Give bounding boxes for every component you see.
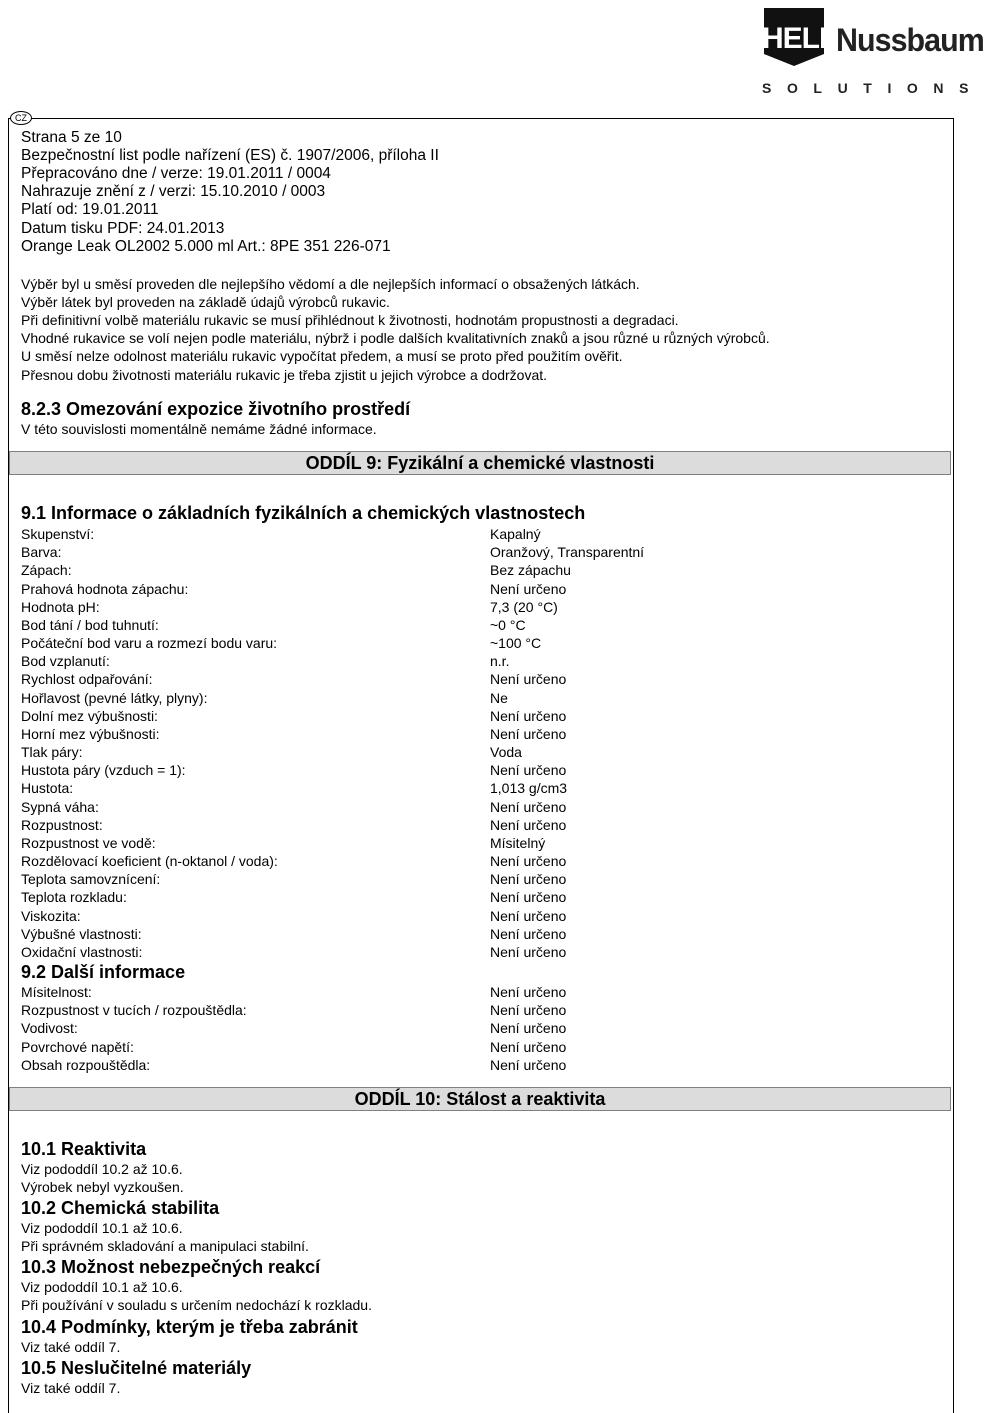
hella-logo-text: HELLA bbox=[762, 22, 857, 55]
property-row bbox=[21, 616, 921, 634]
property-value: Není určeno bbox=[490, 925, 567, 942]
section-9-bar: ODDÍL 9: Fyzikální a chemické vlastnosti bbox=[9, 451, 951, 475]
property-value: ~100 °C bbox=[490, 635, 542, 652]
property-value: Oranžový, Transparentní bbox=[490, 544, 645, 561]
property-name: Horní mez výbušnosti: bbox=[21, 725, 160, 742]
subsection-title: 10.1 Reaktivita bbox=[21, 1139, 147, 1159]
property-name: Oxidační vlastnosti: bbox=[21, 943, 143, 960]
property-row bbox=[21, 907, 921, 925]
property-row bbox=[21, 1056, 921, 1074]
property-name: Teplota samovznícení: bbox=[21, 871, 161, 888]
subsection-text: Viz pododdíl 10.1 až 10.6. bbox=[21, 1220, 183, 1236]
property-row bbox=[21, 834, 921, 852]
subsection-text: Při používání v souladu s určením nedochází k rozkladu. bbox=[21, 1297, 372, 1313]
header-line: Orange Leak OL2002 5.000 ml Art.: 8PE 351 226-071 bbox=[21, 237, 391, 255]
property-name: Dolní mez výbušnosti: bbox=[21, 707, 158, 724]
property-name: Bod tání / bod tuhnutí: bbox=[21, 616, 159, 633]
subsection-title: 10.5 Neslučitelné materiály bbox=[21, 1358, 252, 1378]
property-name: Mísitelnost: bbox=[21, 984, 92, 1000]
property-value: n.r. bbox=[490, 653, 510, 670]
property-value: Bez zápachu bbox=[490, 562, 571, 579]
property-value: Není určeno bbox=[490, 816, 567, 833]
property-row bbox=[21, 689, 921, 707]
property-name: Rozpustnost ve vodě: bbox=[21, 834, 156, 851]
property-row bbox=[21, 798, 921, 816]
subsection-text: Výrobek nebyl vyzkoušen. bbox=[21, 1179, 184, 1195]
property-name: Sypná váha: bbox=[21, 798, 99, 815]
property-value: Není určeno bbox=[490, 725, 567, 742]
note-line: Výběr látek byl proveden na základě údajů výrobců rukavic. bbox=[21, 294, 390, 311]
header-line: Bezpečnostní list podle nařízení (ES) č. 1907/2006, příloha II bbox=[21, 147, 439, 165]
subsection-text: Při správném skladování a manipulaci stabilní. bbox=[21, 1238, 309, 1254]
property-name: Zápach: bbox=[21, 562, 72, 579]
header-line: Přepracováno dne / verze: 19.01.2011 / 0004 bbox=[21, 165, 331, 183]
section-9-1-title: 9.1 Informace o základních fyzikálních a chemických vlastnostech bbox=[21, 503, 586, 523]
property-name: Počáteční bod varu a rozmezí bodu varu: bbox=[21, 635, 278, 652]
section-8-2-3-text: V této souvislosti momentálně nemáme žádné informace. bbox=[21, 421, 377, 437]
property-name: Tlak páry: bbox=[21, 744, 83, 761]
note-line: Při definitivní volbě materiálu rukavic se musí přihlédnout k životnosti, hodnotám propustnosti a degradaci. bbox=[21, 312, 679, 329]
property-name: Výbušné vlastnosti: bbox=[21, 925, 142, 942]
property-name: Rozdělovací koeficient (n-oktanol / voda): bbox=[21, 853, 278, 870]
property-value: Není určeno bbox=[490, 907, 567, 924]
header-line: Datum tisku PDF: 24.01.2013 bbox=[21, 219, 225, 237]
property-name: Hořlavost (pevné látky, plyny): bbox=[21, 689, 208, 706]
property-value: Není určeno bbox=[490, 798, 567, 815]
property-row bbox=[21, 743, 921, 761]
property-value: Není určeno bbox=[490, 943, 567, 960]
property-name: Rozpustnost: bbox=[21, 816, 103, 833]
property-row bbox=[21, 652, 921, 670]
property-row bbox=[21, 943, 921, 961]
property-row bbox=[21, 543, 921, 561]
property-name: Teplota rozkladu: bbox=[21, 889, 127, 906]
property-name: Viskozita: bbox=[21, 907, 81, 924]
property-name: Hustota: bbox=[21, 780, 74, 797]
property-name: Obsah rozpouštědla: bbox=[21, 1056, 151, 1073]
property-row bbox=[21, 779, 921, 797]
property-name: Skupenství: bbox=[21, 526, 95, 542]
property-row bbox=[21, 670, 921, 688]
note-line: Vhodné rukavice se volí nejen podle materiálu, nýbrž i podle dalších kvalitativních znaků a jsou různé u různých výrobců. bbox=[21, 330, 770, 347]
header-line: Nahrazuje znění z / verzi: 15.10.2010 / 0003 bbox=[21, 183, 326, 201]
property-row bbox=[21, 1019, 921, 1037]
property-row bbox=[21, 1001, 921, 1019]
property-name: Barva: bbox=[21, 544, 62, 561]
property-row bbox=[21, 983, 921, 1001]
subsection-text: Viz pododdíl 10.2 až 10.6. bbox=[21, 1161, 183, 1177]
property-value: Voda bbox=[490, 744, 522, 761]
property-row bbox=[21, 598, 921, 616]
solutions-tagline: SOLUTIONS bbox=[762, 80, 984, 96]
property-value: 7,3 (20 °C) bbox=[490, 598, 558, 615]
property-value: Není určeno bbox=[490, 853, 567, 870]
property-value: Není určeno bbox=[490, 762, 567, 779]
header-line: Strana 5 ze 10 bbox=[21, 129, 122, 146]
property-value: Není určeno bbox=[490, 671, 567, 688]
property-value: Není určeno bbox=[490, 984, 567, 1000]
property-row bbox=[21, 707, 921, 725]
property-row bbox=[21, 870, 921, 888]
section-9-2-title: 9.2 Další informace bbox=[21, 962, 186, 982]
note-line: Výběr byl u směsí proveden dle nejlepšího vědomí a dle nejlepších informací o obsažených látkách. bbox=[21, 276, 640, 292]
subsection-text: Viz také oddíl 7. bbox=[21, 1380, 121, 1396]
property-value: Není určeno bbox=[490, 580, 567, 597]
property-value: Není určeno bbox=[490, 871, 567, 888]
subsection-text: Viz pododdíl 10.1 až 10.6. bbox=[21, 1279, 183, 1295]
note-line: U směsí nelze odolnost materiálu rukavic vypočítat předem, a musí se proto před použitím ověřit. bbox=[21, 348, 623, 365]
property-row bbox=[21, 634, 921, 652]
property-row bbox=[21, 525, 921, 543]
property-value: 1,013 g/cm3 bbox=[490, 780, 568, 797]
country-badge: CZ bbox=[10, 111, 32, 125]
property-value: Není určeno bbox=[490, 1020, 567, 1037]
property-value: Není určeno bbox=[490, 707, 567, 724]
property-name: Hodnota pH: bbox=[21, 598, 100, 615]
property-value: Není určeno bbox=[490, 1002, 567, 1019]
subsection-title: 10.2 Chemická stabilita bbox=[21, 1198, 220, 1218]
property-value: Ne bbox=[490, 689, 508, 706]
property-value: Kapalný bbox=[490, 526, 541, 542]
property-value: ~0 °C bbox=[490, 616, 526, 633]
property-row bbox=[21, 852, 921, 870]
property-row bbox=[21, 1038, 921, 1056]
section-8-2-3-title: 8.2.3 Omezování expozice životního prostředí bbox=[21, 399, 411, 419]
property-row bbox=[21, 561, 921, 579]
nussbaum-logo: Nussbaum bbox=[836, 22, 984, 58]
subsection-text: Viz také oddíl 7. bbox=[21, 1339, 121, 1355]
header-line: Platí od: 19.01.2011 bbox=[21, 201, 159, 219]
property-name: Rozpustnost v tucích / rozpouštědla: bbox=[21, 1002, 247, 1019]
subsection-title: 10.4 Podmínky, kterým je třeba zabránit bbox=[21, 1317, 358, 1337]
property-name: Povrchové napětí: bbox=[21, 1038, 134, 1055]
property-value: Mísitelný bbox=[490, 834, 546, 851]
property-row bbox=[21, 580, 921, 598]
property-name: Vodivost: bbox=[21, 1020, 78, 1037]
property-row bbox=[21, 761, 921, 779]
property-row bbox=[21, 725, 921, 743]
property-row bbox=[21, 888, 921, 906]
subsection-title: 10.3 Možnost nebezpečných reakcí bbox=[21, 1257, 321, 1277]
property-value: Není určeno bbox=[490, 1038, 567, 1055]
property-value: Není určeno bbox=[490, 889, 567, 906]
property-value: Není určeno bbox=[490, 1056, 567, 1073]
property-name: Hustota páry (vzduch = 1): bbox=[21, 762, 186, 779]
property-row bbox=[21, 925, 921, 943]
property-name: Rychlost odpařování: bbox=[21, 671, 153, 688]
section-10-bar: ODDÍL 10: Stálost a reaktivita bbox=[9, 1087, 951, 1111]
note-line: Přesnou dobu životnosti materiálu rukavic je třeba zjistit u jejich výrobce a dodržovat. bbox=[21, 366, 548, 383]
property-name: Bod vzplanutí: bbox=[21, 653, 110, 670]
property-row bbox=[21, 816, 921, 834]
property-name: Prahová hodnota zápachu: bbox=[21, 580, 189, 597]
